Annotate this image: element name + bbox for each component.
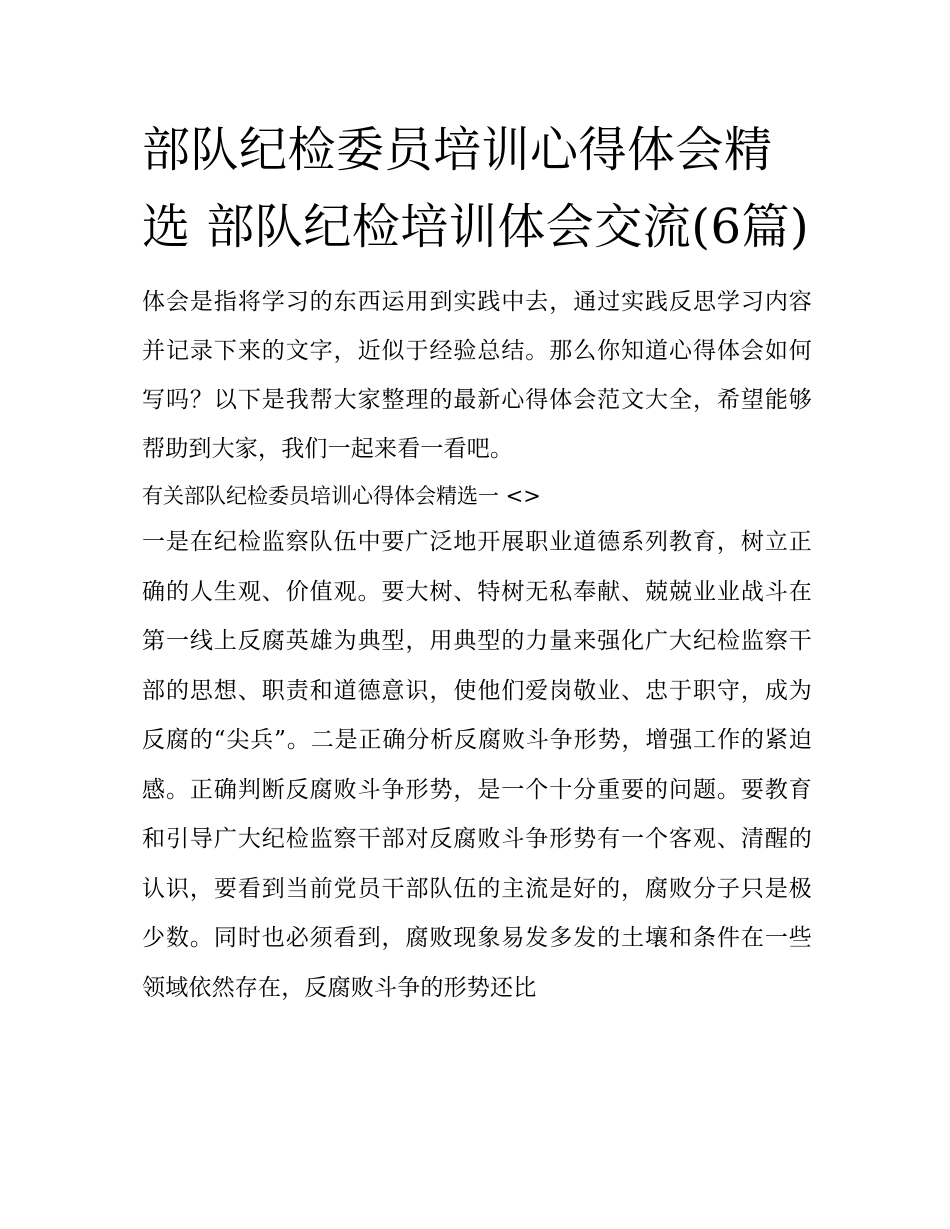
intro-paragraph: 体会是指将学习的东西运用到实践中去，通过实践反思学习内容并记录下来的文字，近似于经验总结。那么你知道心得体会如何写吗？以下是我帮大家整理的最新心得体会范文大全，希望能够帮助到大家，我们一起来看一看吧。 — [142, 289, 812, 462]
section-heading: 有关部队纪检委员培训心得体会精选一 <> — [142, 484, 541, 508]
document-page — [142, 112, 812, 1013]
document-title: 部队纪检委员培训心得体会精选 部队纪检培训体会交流(6篇) — [142, 122, 810, 255]
section-body-paragraph: 一是在纪检监察队伍中要广泛地开展职业道德系列教育，树立正确的人生观、价值观。要大树、特树无私奉献、兢兢业业战斗在第一线上反腐英雄为典型，用典型的力量来强化广大纪检监察干部的思想、职责和道德意识，使他们爱岗敬业、忠于职守，成为反腐的“尖兵”。二是正确分析反腐败斗争形势，增强工作的紧迫感。正确判断反腐败斗争形势，是一个十分重要的问题。要教育和引导广大纪检监察干部对反腐败斗争形势有一个客观、清醒的认识，要看到当前党员干部队伍的主流是好的，腐败分子只是极少数。同时也必须看到，腐败现象易发多发的土壤和条件在一些领域依然存在，反腐败斗争的形势还比 — [142, 529, 812, 1001]
